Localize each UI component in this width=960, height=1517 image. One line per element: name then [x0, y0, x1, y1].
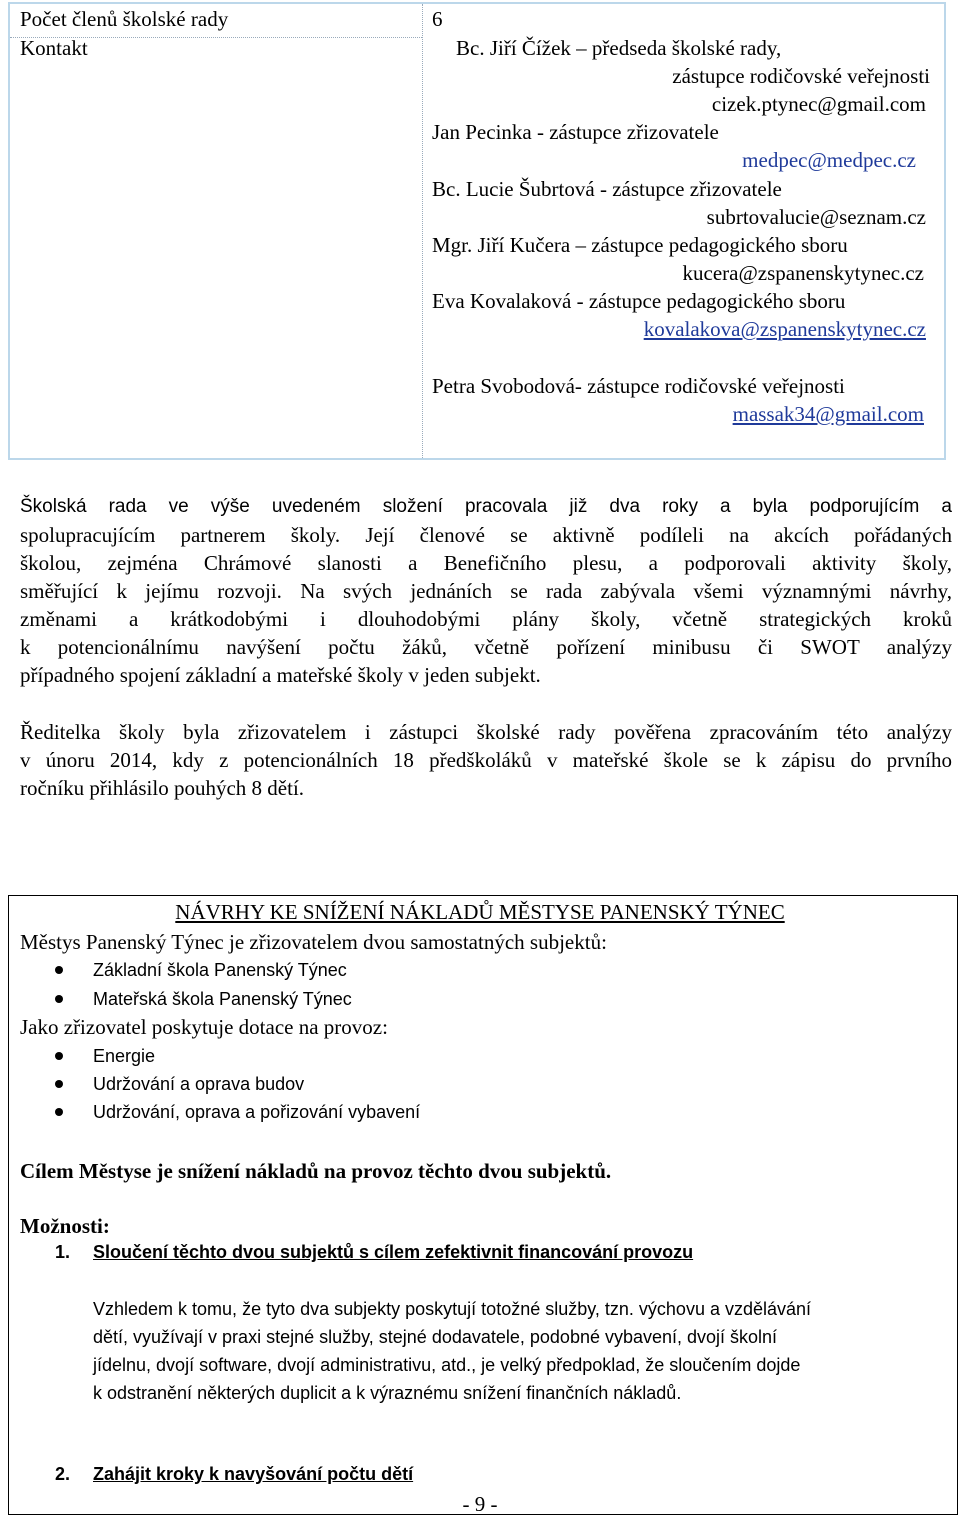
- option-1-title: Sloučení těchto dvou subjektů s cílem zefektivnit financování provozu: [93, 1242, 694, 1262]
- text-line: v únoru 2014, kdy z potencionálních 18 předškoláků v mateřské škole se k zápisu do prvního: [20, 748, 952, 772]
- text-line: změnami a krátkodobými i dlouhodobými plány školy, včetně strategických kroků: [20, 607, 952, 631]
- contact-3-email: subrtovalucie@seznam.cz: [706, 205, 926, 229]
- members-count-value: 6: [432, 7, 443, 31]
- text-line: případného spojení základní a mateřské školy v jeden subjekt.: [20, 663, 541, 687]
- option-2-number: 2.: [55, 1464, 71, 1484]
- text-line: k potencionálnímu navýšení počtu žáků, včetně pořízení minibusu či SWOT analýzy: [20, 635, 952, 659]
- bullet-icon: [55, 1108, 63, 1116]
- goal-statement: Cílem Městyse je snížení nákladů na provoz těchto dvou subjektů.: [20, 1159, 612, 1183]
- option-1-number: 1.: [55, 1242, 71, 1262]
- subsidy-item: Energie: [93, 1046, 156, 1066]
- contact-2-name: Jan Pecinka - zástupce zřizovatele: [432, 120, 719, 144]
- section-intro: Městys Panenský Týnec je zřizovatelem dvou samostatných subjektů:: [20, 930, 607, 954]
- members-count-label: Počet členů školské rady: [20, 7, 229, 31]
- bullet-icon: [55, 995, 63, 1003]
- text-line: k odstranění některých duplicit a k výraznému snížení finančních nákladů.: [93, 1383, 682, 1403]
- paragraph-2: [20, 718, 952, 802]
- subsidy-intro: Jako zřizovatel poskytuje dotace na provoz:: [20, 1015, 388, 1039]
- contact-5-name: Eva Kovalaková - zástupce pedagogického sboru: [432, 289, 846, 313]
- text-line: Ředitelka školy byla zřizovatelem i zástupci školské rady pověřena zpracováním této analýzy: [20, 720, 952, 744]
- option-2-title: Zahájit kroky k navyšování počtu dětí: [93, 1464, 414, 1484]
- contact-label: Kontakt: [20, 36, 88, 60]
- bullet-icon: [55, 1052, 63, 1060]
- page-number: - 9 -: [462, 1492, 498, 1516]
- table-column-divider: [422, 4, 423, 458]
- contact-6-email[interactable]: massak34@gmail.com: [732, 402, 924, 426]
- contact-3-name: Bc. Lucie Šubrtová - zástupce zřizovatele: [432, 177, 782, 201]
- section-heading: NÁVRHY KE SNÍŽENÍ NÁKLADŮ MĚSTYSE PANENSKÝ TÝNEC: [175, 900, 785, 924]
- contact-4-name: Mgr. Jiří Kučera – zástupce pedagogického sboru: [432, 233, 848, 257]
- text-line: spolupracujícím partnerem školy. Její členové se aktivně podíleli na akcích pořádaných: [20, 523, 952, 547]
- contact-1-email: cizek.ptynec@gmail.com: [711, 92, 926, 116]
- option-1-text: [93, 1295, 923, 1407]
- contact-1-role: zástupce rodičovské veřejnosti: [672, 64, 930, 88]
- subsidy-item: Udržování, oprava a pořizování vybavení: [93, 1102, 421, 1122]
- contact-2-email[interactable]: medpec@medpec.cz: [742, 148, 916, 172]
- text-line: směřující k jejímu rozvoji. Na svých jednáních se rada zabývala všemi významnými návrhy,: [20, 579, 952, 603]
- contact-4-email: kucera@zspanenskytynec.cz: [682, 261, 924, 285]
- text-line: Školská rada ve výše uvedeném složení pracovala již dva roky a byla podporujícím a: [20, 496, 952, 517]
- options-label: Možnosti:: [20, 1214, 110, 1238]
- bullet-icon: [55, 1080, 63, 1088]
- contact-6-name: Petra Svobodová- zástupce rodičovské veřejnosti: [432, 374, 845, 398]
- text-line: Vzhledem k tomu, že tyto dva subjekty poskytují totožné služby, tzn. výchovu a vzdělávání: [93, 1299, 812, 1319]
- text-line: školou, zejména Chrámové slanosti a Benefičního plesu, a podporovali aktivity školy,: [20, 551, 952, 575]
- bullet-icon: [55, 966, 63, 974]
- subsidy-item: Udržování a oprava budov: [93, 1074, 305, 1094]
- text-line: dětí, využívají v praxi stejné služby, stejné dodavatele, podobné vybavení, dvojí školní: [93, 1327, 778, 1347]
- text-line: ročníku přihlásilo pouhých 8 dětí.: [20, 776, 305, 800]
- paragraph-1: [20, 493, 952, 689]
- contact-1-name: Bc. Jiří Čížek – předseda školské rady,: [456, 36, 782, 60]
- subject-item: Základní škola Panenský Týnec: [93, 960, 347, 980]
- contact-5-email[interactable]: kovalakova@zspanenskytynec.cz: [643, 317, 926, 341]
- subject-item: Mateřská škola Panenský Týnec: [93, 989, 352, 1009]
- text-line: jídelnu, dvojí software, dvojí administrativu, atd., je velký předpoklad, že sloučením dojde: [93, 1355, 801, 1375]
